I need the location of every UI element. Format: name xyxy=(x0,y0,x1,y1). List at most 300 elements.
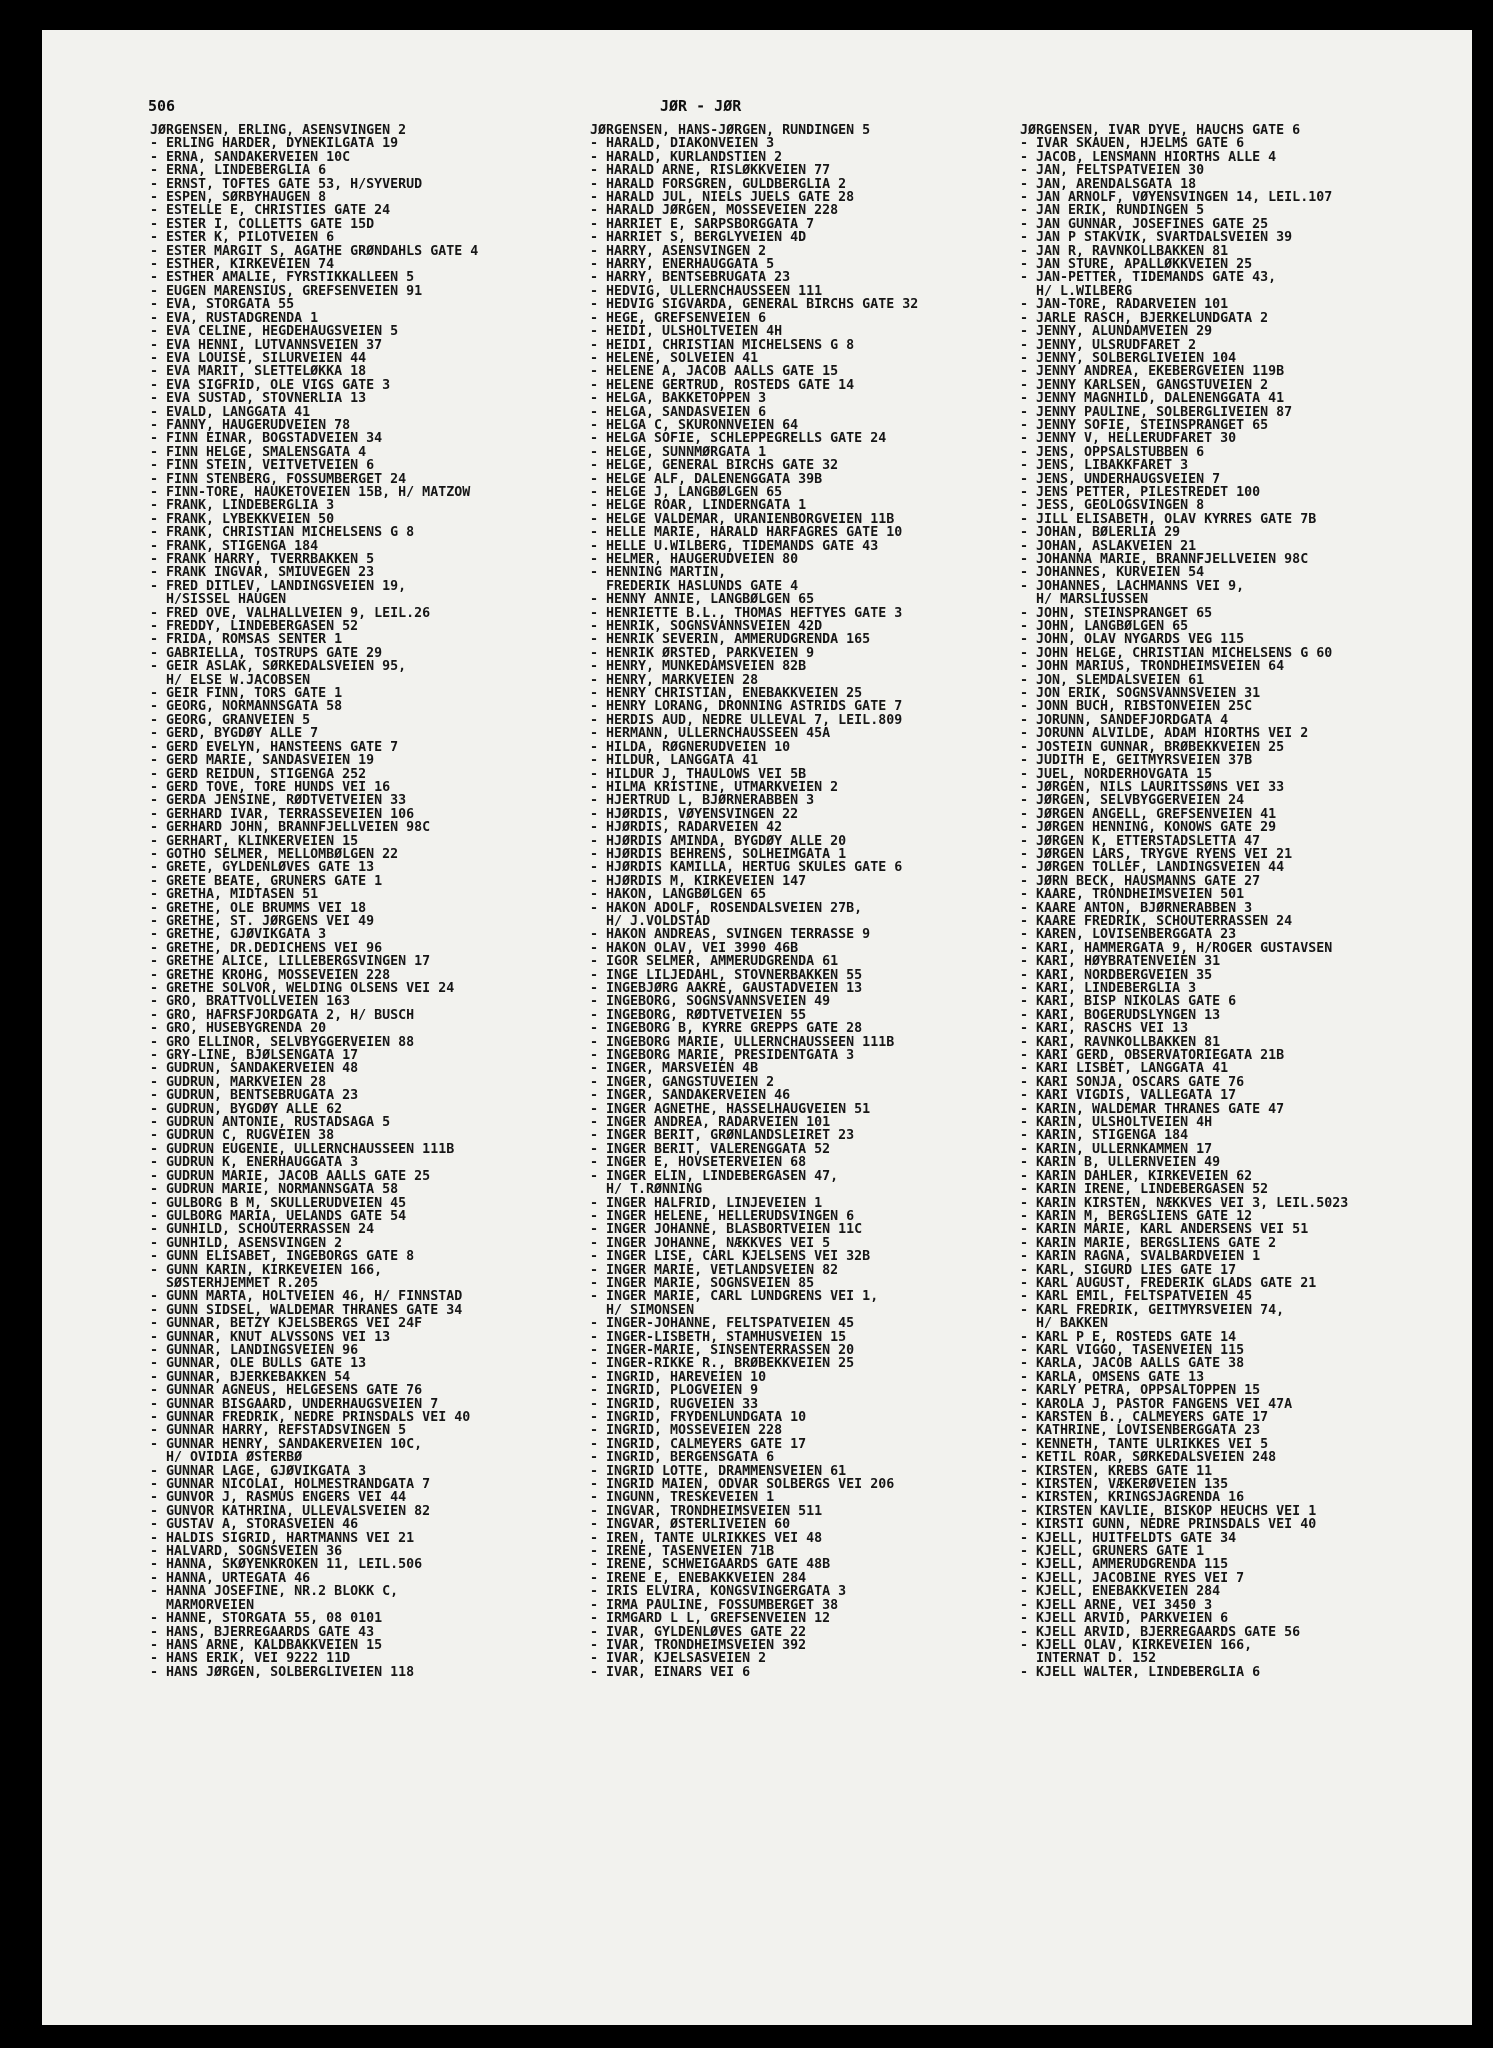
directory-entry: - INGER E, HOVSETERVEIEN 68 xyxy=(590,1156,807,1170)
directory-entry: - KAARE ANTON, BJØRNERABBEN 3 xyxy=(1020,901,1253,915)
directory-entry: - JOHN, STEINSPRANGET 65 xyxy=(1020,606,1213,621)
page-number: 506 xyxy=(148,97,176,115)
directory-entry: - GUNNAR, OLE BULLS GATE 13 xyxy=(150,1357,367,1371)
directory-entry: - KARL VIGGO, TÅSENVEIEN 115 xyxy=(1020,1343,1245,1358)
directory-entry: - INGER-RIKKE R., BRØBEKKVEIEN 25 xyxy=(590,1357,855,1371)
directory-entry: - JENS, LIBAKKFARET 3 xyxy=(1020,459,1189,473)
directory-entry: - GUNNAR AGNEUS, HELGESENS GATE 76 xyxy=(150,1384,423,1398)
directory-entry: - JENNY KARLSEN, GANGSTUVEIEN 2 xyxy=(1020,378,1269,393)
directory-entry: - ESTHER AMALIE, FYRSTIKKALLEEN 5 xyxy=(150,271,415,285)
directory-entry: - HÅKON, LANGBØLGEN 65 xyxy=(590,888,767,902)
directory-entry: - KJELL, JACOBINE RYES VEI 7 xyxy=(1020,1571,1245,1586)
directory-entry: - EVA MARIT, SLETTELØKKA 18 xyxy=(150,365,367,379)
directory-entry: - KIRSTEN KAVLIE, BISKOP HEUCHS VEI 1 xyxy=(1020,1504,1317,1519)
directory-entry: - GRETHE ALICE, LILLEBERGSVINGEN 17 xyxy=(150,955,431,969)
directory-entry: - HELENE, SOLVEIEN 41 xyxy=(590,351,759,366)
directory-entry: - KJELL ARNE, VEI 3450 3 xyxy=(1020,1598,1213,1613)
directory-entry: - INGRID, PLOGVEIEN 9 xyxy=(590,1384,759,1398)
directory-entry: - JESS, GEOLOGSVINGEN 8 xyxy=(1020,499,1205,513)
directory-entry: - FINN STENBERG, FOSSUMBERGET 24 xyxy=(150,472,407,486)
directory-entry: - HELMER, HAUGERUDVEIEN 80 xyxy=(590,553,799,567)
directory-entry: - HEGE, GREFSENVEIEN 6 xyxy=(590,311,767,326)
directory-entry: - GUNNAR, LANDINGSVEIEN 96 xyxy=(150,1343,359,1358)
directory-entry: - INGUNN, TRESKEVEIEN 1 xyxy=(590,1491,775,1505)
directory-entry: - EVA, RUSTADGRENDA 1 xyxy=(150,311,319,326)
directory-entry: - HARRY, BENTSEBRUGATA 23 xyxy=(590,271,791,285)
directory-entry: - HELLE MARIE, HARALD HÅRFAGRES GATE 10 xyxy=(590,526,903,540)
directory-entry: - HELGE, GENERAL BIRCHS GATE 32 xyxy=(590,459,839,473)
directory-entry: - KIRSTI GUNN, NEDRE PRINSDALS VEI 40 xyxy=(1020,1518,1317,1532)
directory-entry: - IRENE, SCHWEIGAARDS GATE 48B xyxy=(590,1558,831,1572)
directory-entry: - JILL ELISABETH, OLAV KYRRES GATE 7B xyxy=(1020,512,1317,527)
directory-entry: - KARL AUGUST, FREDERIK GLADS GATE 21 xyxy=(1020,1276,1317,1291)
directory-entry: - GERD EVELYN, HANSTEENS GATE 7 xyxy=(150,740,399,755)
directory-entry: - IVAR, EINARS VEI 6 xyxy=(590,1665,751,1680)
directory-entry: - JON ERIK, SOGNSVANNSVEIEN 31 xyxy=(1020,687,1261,701)
directory-entry: - EVA CELINE, HEGDEHAUGSVEIEN 5 xyxy=(150,325,399,339)
directory-entry: - GRETHE SOLVOR, WELDING OLSENS VEI 24 xyxy=(150,982,455,996)
directory-entry: - HARALD ARNE, RISLØKKVEIEN 77 xyxy=(590,164,831,178)
directory-entry: - JØRGEN, SELVBYGGERVEIEN 24 xyxy=(1020,794,1245,808)
directory-entry: - IRENE, TÅSENVEIEN 71B xyxy=(590,1545,775,1559)
directory-entry: - HELGA C, SKURONNVEIEN 64 xyxy=(590,418,799,433)
directory-entry: - INGER HALFRID, LINJEVEIEN 1 xyxy=(590,1196,823,1210)
directory-entry: - HELENE GERTRUD, ROSTEDS GATE 14 xyxy=(590,378,855,393)
directory-entry: - GUNNAR, BJERKEBAKKEN 54 xyxy=(150,1370,351,1385)
directory-entry: - JAN P STAKVIK, SVARTDALSVEIEN 39 xyxy=(1020,231,1293,245)
directory-entry: - HILMA KRISTINE, UTMARKVEIEN 2 xyxy=(590,780,839,795)
directory-entry: - KARIN M, BERGSLIENS GATE 12 xyxy=(1020,1209,1253,1224)
directory-entry: - INGER MARIE, VETLANDSVEIEN 82 xyxy=(590,1263,839,1277)
directory-entry: - GEORG, NORMANNSGATA 58 xyxy=(150,700,343,714)
directory-entry: - KARSTEN B., CALMEYERS GATE 17 xyxy=(1020,1411,1269,1425)
directory-entry: - GRO, BRATTVOLLVEIEN 163 xyxy=(150,995,351,1009)
directory-entry: - JOHN, OLAV NYGARDS VEG 115 xyxy=(1020,633,1245,647)
directory-entry: - JOHANNA MARIE, BRANNFJELLVEIEN 98C xyxy=(1020,553,1309,567)
directory-entry: - KARIN IRENE, LINDEBERGÅSEN 52 xyxy=(1020,1183,1269,1197)
directory-entry: H/ SIMONSEN xyxy=(590,1303,695,1318)
directory-entry: - GERHARD IVAR, TERRASSEVEIEN 106 xyxy=(150,807,415,822)
directory-entry: - GUDRUN C, RUGVEIEN 38 xyxy=(150,1129,335,1143)
directory-entry: - HEIDI, ULSHOLTVEIEN 4H xyxy=(590,325,783,339)
directory-entry: - HARRIET S, BERGLYVEIEN 4D xyxy=(590,231,807,245)
directory-entry: H/ OVIDIA ØSTERBØ xyxy=(150,1451,303,1465)
directory-entry: - HARRIET E, SARPSBORGGATA 7 xyxy=(590,217,815,232)
directory-entry: - FINN STEIN, VEITVETVEIEN 6 xyxy=(150,459,375,473)
directory-entry: - IVAR, KJELSÅSVEIEN 2 xyxy=(590,1652,767,1666)
directory-entry: - INGE LILJEDAHL, STOVNERBAKKEN 55 xyxy=(590,968,863,982)
directory-entry: - KJELL, GRÜNERS GATE 1 xyxy=(1020,1545,1205,1559)
directory-entry: - GULBORG MARIA, UELANDS GATE 54 xyxy=(150,1209,407,1224)
directory-entry: - INGER JOHANNE, BLÅSBORTVEIEN 11C xyxy=(590,1223,863,1237)
directory-entry: JØRGENSEN, IVAR DYVE, HAUCHS GATE 6 xyxy=(1020,124,1301,138)
directory-entry: - GUNHILD, SCHOUTERRASSEN 24 xyxy=(150,1223,375,1237)
directory-entry: - GUNN MARTA, HOLTVEIEN 46, H/ FINNSTAD xyxy=(150,1290,463,1304)
directory-entry: - HELENE A, JACOB AALLS GATE 15 xyxy=(590,365,839,379)
directory-entry: - INGRID LOTTE, DRAMMENSVEIEN 61 xyxy=(590,1464,847,1479)
directory-entry: - HANNA JOSEFINE, NR.2 BLOKK C, xyxy=(150,1585,399,1599)
directory-entry: - JARLE RASCH, BJERKELUNDGATA 2 xyxy=(1020,311,1269,326)
directory-entry: - JENS, OPPSALSTUBBEN 6 xyxy=(1020,445,1205,460)
directory-entry: - IRIS ELVIRA, KONGSVINGERGATA 3 xyxy=(590,1585,847,1599)
directory-entry: - HELLE U.WILBERG, TIDEMANDS GATE 43 xyxy=(590,539,879,553)
directory-entry: - GUDRUN, BENTSEBRUGATA 23 xyxy=(150,1089,359,1103)
directory-entry: - HENRY LORANG, DRONNING ASTRIDS GATE 7 xyxy=(590,700,903,714)
directory-entry: - GRETHE, DR.DEDICHENS VEI 96 xyxy=(150,941,383,956)
directory-entry: - JOHAN, BØLERLIA 29 xyxy=(1020,526,1181,540)
directory-entry: - KARI, RASCHS VEI 13 xyxy=(1020,1022,1189,1036)
directory-entry: - HALDIS SIGRID, HARTMANNS VEI 21 xyxy=(150,1531,415,1546)
directory-entry: - GERD REIDUN, STIGENGA 252 xyxy=(150,767,367,781)
directory-entry: - FRANK, STIGENGA 184 xyxy=(150,539,319,553)
directory-entry: H/SISSEL HAUGEN xyxy=(150,593,287,607)
directory-entry: - HJØRDIS, VØYENSVINGEN 22 xyxy=(590,807,799,822)
directory-entry: - JOHN, LANGBØLGEN 65 xyxy=(1020,620,1189,634)
directory-entry: - IVAR, TRONDHEIMSVEIEN 392 xyxy=(590,1638,807,1653)
directory-entry: - GUNNAR HENRY, SANDAKERVEIEN 10C, xyxy=(150,1437,423,1452)
directory-entry: - FINN HELGE, SMÅLENSGATA 4 xyxy=(150,445,367,460)
directory-entry: - KENNETH, TANTE ULRIKKES VEI 5 xyxy=(1020,1437,1269,1452)
directory-entry: - GRO, HUSEBYGRENDA 20 xyxy=(150,1022,327,1036)
directory-entry: - GUNNAR NICOLAI, HOLMESTRANDGATA 7 xyxy=(150,1478,431,1492)
directory-entry: - HÅKON OLAV, VEI 3990 46B xyxy=(590,941,799,956)
directory-entry: - ESPEN, SØRBYHAUGEN 8 xyxy=(150,191,327,205)
directory-entry: - GUNNAR LAGE, GJØVIKGATA 3 xyxy=(150,1464,367,1479)
directory-entry: - EVA, STORGATA 55 xyxy=(150,298,295,312)
directory-entry: - HARALD JØRGEN, MOSSEVEIEN 228 xyxy=(590,204,839,218)
directory-entry: - INGER-MARIE, SINSENTERRASSEN 20 xyxy=(590,1343,855,1358)
directory-entry: - INGER, SANDAKERVEIEN 46 xyxy=(590,1089,791,1103)
directory-entry: - KARI SONJA, OSCARS GATE 76 xyxy=(1020,1075,1245,1090)
directory-entry: - JENNY PAULINE, SOLBERGLIVEIEN 87 xyxy=(1020,405,1293,419)
directory-entry: - HELGE, SUNNMØRGATA 1 xyxy=(590,445,767,460)
directory-entry: - JØRN BECK, HAUSMANNS GATE 27 xyxy=(1020,874,1261,889)
directory-entry: - GRO ELLINOR, SELVBYGGERVEIEN 88 xyxy=(150,1035,415,1050)
directory-entry: - HERMANN, ULLERNCHAUSSEEN 45A xyxy=(590,727,831,741)
directory-entry: - ERNA, LINDEBERGLIA 6 xyxy=(150,164,327,178)
directory-entry: - GRY-LINE, BJØLSENGATA 17 xyxy=(150,1049,359,1063)
directory-entry: - FINN-TORE, HAUKETOVEIEN 15B, H/ MATZOW xyxy=(150,485,471,500)
directory-entry: - GUNNAR HARRY, REFSTADSVINGEN 5 xyxy=(150,1424,407,1438)
directory-entry: - KARIN KIRSTEN, NÆKKVES VEI 3, LEIL.5023 xyxy=(1020,1196,1349,1210)
directory-entry: - FRANK, LYBEKKVEIEN 50 xyxy=(150,512,335,527)
directory-entry: - GRETE, GYLDENLØVES GATE 13 xyxy=(150,861,375,875)
directory-entry: - EVA LOUISE, SILURVEIEN 44 xyxy=(150,351,367,366)
directory-entry: - HARRY, ENERHAUGGATA 5 xyxy=(590,258,775,272)
directory-entry: - JENNY, ULSRUDFARET 2 xyxy=(1020,338,1197,352)
directory-entry: - KIRSTEN, KREBS GATE 11 xyxy=(1020,1464,1213,1479)
directory-entry: - HELGA, SANDÅSVEIEN 6 xyxy=(590,405,767,419)
directory-entry: - FRANK, LINDEBERGLIA 3 xyxy=(150,499,335,513)
directory-entry: - HENRY CHRISTIAN, ENEBAKKVEIEN 25 xyxy=(590,687,863,701)
directory-entry: - GRETHA, MIDTÅSEN 51 xyxy=(150,888,319,902)
directory-entry: - KJELL WALTER, LINDEBERGLIA 6 xyxy=(1020,1665,1261,1680)
directory-entry: SØSTERHJEMMET R.205 xyxy=(150,1276,319,1291)
directory-entry: - HENRIK ØRSTED, PARKVEIEN 9 xyxy=(590,646,815,661)
directory-entry: - KAARE FREDRIK, SCHOUTERRASSEN 24 xyxy=(1020,914,1293,929)
directory-entry: - KARI, RAVNKOLLBAKKEN 81 xyxy=(1020,1035,1221,1050)
directory-entry: - ESTER K, PILOTVEIEN 6 xyxy=(150,231,335,245)
directory-entry: - INGRID, HAREVEIEN 10 xyxy=(590,1370,767,1385)
directory-entry: - KARIN B, ULLERNVEIEN 49 xyxy=(1020,1156,1221,1170)
directory-entry: - GERHART, KLINKERVEIEN 15 xyxy=(150,834,359,848)
directory-entry: - HENRIK, SOGNSVANNSVEIEN 42D xyxy=(590,620,823,634)
directory-entry: JØRGENSEN, ERLING, ÅSENSVINGEN 2 xyxy=(150,124,407,138)
directory-entry: H/ BAKKEN xyxy=(1020,1317,1109,1331)
directory-entry: - JORUNN, SANDEFJORDGATA 4 xyxy=(1020,713,1229,728)
directory-entry: - GUDRUN ANTONIE, RUSTADSAGA 5 xyxy=(150,1116,391,1130)
directory-entry: - HJØRDIS, RADARVEIEN 42 xyxy=(590,821,783,835)
directory-entry: - KJELL ARVID, BJERREGAARDS GATE 56 xyxy=(1020,1625,1301,1639)
listing-column-1 xyxy=(150,124,590,1679)
directory-entry: - JOHN MARIUS, TRONDHEIMSVEIEN 64 xyxy=(1020,660,1285,674)
directory-entry: - INGEBORG B, KYRRE GREPPS GATE 28 xyxy=(590,1022,863,1036)
directory-entry: - KJELL, AMMERUDGRENDA 115 xyxy=(1020,1558,1229,1572)
directory-entry: - KARIN DAHLER, KIRKEVEIEN 62 xyxy=(1020,1169,1253,1184)
directory-entry: - KJELL, ENEBAKKVEIEN 284 xyxy=(1020,1585,1221,1599)
directory-entry: - JØRGEN, NILS LAURITSSØNS VEI 33 xyxy=(1020,780,1285,795)
directory-entry: - IVAR, GYLDENLØVES GATE 22 xyxy=(590,1625,807,1639)
directory-entry: - INGRID, BERGENSGATA 6 xyxy=(590,1451,775,1465)
directory-entry: - GUNN ELISABET, INGEBORGS GATE 8 xyxy=(150,1250,415,1264)
listing-column-3 xyxy=(1020,124,1460,1679)
directory-entry: - GUSTAV A, STORÅSVEIEN 46 xyxy=(150,1518,359,1532)
directory-entry: H/ T.RØNNING xyxy=(590,1183,703,1197)
directory-entry: - KARLY PETRA, OPPSALTOPPEN 15 xyxy=(1020,1384,1261,1398)
directory-entry: - HJØRDIS BEHRENS, SOLHEIMGATA 1 xyxy=(590,847,847,862)
directory-entry: - FANNY, HAUGERUDVEIEN 78 xyxy=(150,418,351,433)
directory-entry: - INGVAR, TRONDHEIMSVEIEN 511 xyxy=(590,1504,823,1519)
directory-entry: - IRENE E, ENEBAKKVEIEN 284 xyxy=(590,1571,807,1586)
directory-entry: - JAN STURE, APALLØKKVEIEN 25 xyxy=(1020,258,1253,272)
directory-entry: - EUGEN MARENSIUS, GREFSENVEIEN 91 xyxy=(150,284,423,299)
directory-entry: - KARLA, OMSENS GATE 13 xyxy=(1020,1370,1205,1385)
directory-entry: - HANNE, STORGATA 55, 08 0101 xyxy=(150,1612,383,1626)
directory-entry: - JORUNN ALVILDE, ADAM HIORTHS VEI 2 xyxy=(1020,727,1309,741)
directory-entry: - INGER, GANGSTUVEIEN 2 xyxy=(590,1075,775,1090)
directory-entry: - INGRID, RUGVEIEN 33 xyxy=(590,1397,759,1411)
directory-entry: - JØRGEN ANGELL, GREFSENVEIEN 41 xyxy=(1020,807,1277,822)
listing-column-2 xyxy=(590,124,1030,1679)
directory-entry: - KARL P E, ROSTEDS GATE 14 xyxy=(1020,1330,1237,1344)
directory-entry: - GRETE BEATE, GRÜNERS GATE 1 xyxy=(150,874,383,889)
directory-entry: - INGEBORG MARIE, PRESIDENTGATA 3 xyxy=(590,1049,855,1063)
directory-entry: - HARALD, DIAKONVEIEN 3 xyxy=(590,137,775,151)
directory-entry: - GOTHO SELMER, MELLOMBØLGEN 22 xyxy=(150,847,399,862)
directory-entry: - KARI, LINDEBERGLIA 3 xyxy=(1020,982,1197,996)
directory-entry: - KARIN MARIE, KARL ANDERSENS VEI 51 xyxy=(1020,1223,1309,1237)
directory-entry: - INGEBORG, SOGNSVANNSVEIEN 49 xyxy=(590,995,831,1009)
directory-entry: - JØRGEN LARS, TRYGVE RYENS VEI 21 xyxy=(1020,847,1293,862)
directory-entry: H/ J.VOLDSTAD xyxy=(590,914,711,929)
directory-entry: - GUNN KARIN, KIRKEVEIEN 166, xyxy=(150,1263,383,1277)
directory-entry: - GUDRUN MARIE, JACOB AALLS GATE 25 xyxy=(150,1169,431,1184)
directory-entry: - FRED OVE, VALHALLVEIEN 9, LEIL.26 xyxy=(150,606,431,621)
directory-entry: - KETIL ROAR, SØRKEDALSVEIEN 248 xyxy=(1020,1451,1277,1465)
directory-entry: - HEIDI, CHRISTIAN MICHELSENS G 8 xyxy=(590,338,855,352)
directory-entry: - INGRID MAIEN, ODVAR SOLBERGS VEI 206 xyxy=(590,1478,895,1492)
directory-entry: - FINN EINAR, BOGSTADVEIEN 34 xyxy=(150,432,383,446)
directory-entry: - KARI, NORDBERGVEIEN 35 xyxy=(1020,968,1213,982)
directory-entry: H/ L.WILBERG xyxy=(1020,284,1133,299)
directory-entry: - KARI GERD, OBSERVATORIEGATA 21B xyxy=(1020,1049,1285,1063)
directory-entry: - GRETHE, ST. JØRGENS VEI 49 xyxy=(150,914,375,929)
directory-entry: - JAN, FELTSPATVEIEN 30 xyxy=(1020,164,1205,178)
directory-entry: - ESTER MARGIT S, AGATHE GRØNDAHLS GATE 4 xyxy=(150,244,479,259)
directory-entry: - ESTELLE E, CHRISTIES GATE 24 xyxy=(150,204,391,218)
directory-entry: - INGEBORG, RØDTVETVEIEN 55 xyxy=(590,1008,807,1023)
directory-entry: - GUNVOR J, RASMUS ENGERS VEI 44 xyxy=(150,1491,407,1505)
directory-entry: - KARI, HØYBRÅTENVEIEN 31 xyxy=(1020,955,1221,969)
directory-entry: - FRANK HARRY, TVERRBAKKEN 5 xyxy=(150,553,375,567)
directory-entry: - KAREN, LOVISENBERGGATA 23 xyxy=(1020,928,1237,942)
directory-entry: - HELGE J, LANGBØLGEN 65 xyxy=(590,485,783,500)
directory-entry: - GRETHE, GJØVIKGATA 3 xyxy=(150,928,327,942)
directory-entry: - INGRID, MOSSEVEIEN 228 xyxy=(590,1424,783,1438)
directory-entry: - INGER-LISBETH, STAMHUSVEIEN 15 xyxy=(590,1330,847,1344)
directory-entry: - JØRGEN TOLLEF, LANDINGSVEIEN 44 xyxy=(1020,861,1285,875)
directory-entry: - INGER BERIT, GRØNLANDSLEIRET 23 xyxy=(590,1129,855,1143)
directory-entry: - HJERTRUD L, BJØRNERABBEN 3 xyxy=(590,794,815,808)
directory-entry: - JENNY MAGNHILD, DALENENGGATA 41 xyxy=(1020,392,1285,406)
directory-entry: - GUNHILD, ÅSENSVINGEN 2 xyxy=(150,1236,343,1251)
directory-entry: - INGER MARIE, CARL LUNDGRENS VEI 1, xyxy=(590,1290,879,1304)
directory-entry: - IVAR SKAUEN, HJELMS GATE 6 xyxy=(1020,137,1245,151)
directory-entry: - HANNA, SKØYENKROKEN 11, LEIL.506 xyxy=(150,1558,423,1572)
directory-entry: - GUDRUN K, ENERHAUGGATA 3 xyxy=(150,1156,359,1170)
directory-entry: - HEDVIG, ULLERNCHAUSSEEN 111 xyxy=(590,284,823,299)
directory-entry: - HENRIETTE B.L., THOMAS HEFTYES GATE 3 xyxy=(590,606,903,621)
directory-entry: - FREDDY, LINDEBERGÅSEN 52 xyxy=(150,620,359,634)
directory-entry: - HELGA SOFIE, SCHLEPPEGRELLS GATE 24 xyxy=(590,432,887,446)
directory-entry: - HILDUR J, THAULOWS VEI 5B xyxy=(590,767,807,781)
directory-entry: - HELGE ROAR, LINDERNGATA 1 xyxy=(590,499,807,513)
directory-entry: - GUNNAR FREDRIK, NEDRE PRINSDALS VEI 40 xyxy=(150,1411,471,1425)
directory-entry: - GUNN SIDSEL, WALDEMAR THRANES GATE 34 xyxy=(150,1303,463,1318)
directory-entry: - KJELL OLAV, KIRKEVEIEN 166, xyxy=(1020,1638,1253,1653)
directory-entry: - GUDRUN, SANDAKERVEIEN 48 xyxy=(150,1062,359,1076)
directory-entry: - KARL, SIGURD LIES GATE 17 xyxy=(1020,1263,1237,1277)
directory-entry: - JOSTEIN GUNNAR, BRØBEKKVEIEN 25 xyxy=(1020,740,1285,755)
directory-entry: - HELGE ALF, DALENENGGATA 39B xyxy=(590,472,823,486)
directory-entry: - KARIN, WALDEMAR THRANES GATE 47 xyxy=(1020,1102,1285,1117)
directory-entry: - HENRIK SEVERIN, AMMERUDGRENDA 165 xyxy=(590,633,871,647)
directory-entry: - INGER LISE, CARL KJELSENS VEI 32B xyxy=(590,1250,871,1264)
directory-entry: - GEORG, GRANVEIEN 5 xyxy=(150,713,311,728)
directory-entry: - JENS, UNDERHAUGSVEIEN 7 xyxy=(1020,472,1221,486)
directory-entry: - INGER-JOHANNE, FELTSPATVEIEN 45 xyxy=(590,1317,855,1331)
directory-entry: - HELGE VALDEMAR, URANIENBORGVEIEN 11B xyxy=(590,512,895,527)
directory-entry: - JOHANNES, KURVEIEN 54 xyxy=(1020,566,1205,580)
directory-entry: - HÅKON ADOLF, ROSENDALSVEIEN 27B, xyxy=(590,901,863,915)
directory-entry: - HILDA, RØGNERUDVEIEN 10 xyxy=(590,740,791,755)
directory-entry: - JAN GUNNAR, JOSEFINES GATE 25 xyxy=(1020,217,1269,232)
directory-entry: - ERLING HARDER, DYNEKILGATA 19 xyxy=(150,137,399,151)
directory-entry: - HENNY ANNIE, LANGBØLGEN 65 xyxy=(590,593,815,607)
directory-entry: - GERD MARIE, SANDÅSVEIEN 19 xyxy=(150,754,375,768)
directory-entry: - INGVAR, ØSTERLIVEIEN 60 xyxy=(590,1518,791,1532)
directory-entry: - KARIN RAGNA, SVALBARDVEIEN 1 xyxy=(1020,1250,1261,1264)
directory-entry: H/ MARSLIUSSEN xyxy=(1020,593,1149,607)
directory-entry: - KARI, BOGERUDSLYNGEN 13 xyxy=(1020,1008,1221,1023)
directory-entry: - KARLA, JACOB AALLS GATE 38 xyxy=(1020,1357,1245,1371)
directory-entry: - INGER MARIE, SOGNSVEIEN 85 xyxy=(590,1276,815,1291)
directory-entry: - JUEL, NORDERHOVGATA 15 xyxy=(1020,767,1213,781)
directory-entry: - JØRGEN HENNING, KONOWS GATE 29 xyxy=(1020,821,1277,835)
directory-entry: - HARRY, ÅSENSVINGEN 2 xyxy=(590,244,767,259)
directory-entry: - INGRID, FRYDENLUNDGATA 10 xyxy=(590,1411,807,1425)
directory-entry: - KATHRINE, LOVISENBERGGATA 23 xyxy=(1020,1424,1261,1438)
directory-entry: - JENNY SOFIE, STEINSPRANGET 65 xyxy=(1020,418,1269,433)
directory-entry: - JUDITH E, GEITMYRSVEIEN 37B xyxy=(1020,754,1253,768)
directory-entry: - INGER ELIN, LINDEBERGÅSEN 47, xyxy=(590,1169,839,1184)
directory-entry: - ESTHER, KIRKEVEIEN 74 xyxy=(150,258,335,272)
directory-entry: - GRETHE, OLE BRUMMS VEI 18 xyxy=(150,901,367,915)
directory-entry: - KIRSTEN, KRINGSJÅGRENDA 16 xyxy=(1020,1491,1245,1505)
directory-entry: - EVA SUSTAD, STOVNERLIA 13 xyxy=(150,392,367,406)
directory-entry: - INGER HELENE, HELLERUDSVINGEN 6 xyxy=(590,1209,855,1224)
directory-entry: - KARI, BISP NIKOLAS GATE 6 xyxy=(1020,995,1237,1009)
directory-entry: - GUDRUN, BYGDØY ALLE 62 xyxy=(150,1102,343,1117)
directory-entry: - GUDRUN, MARKVEIEN 28 xyxy=(150,1075,327,1090)
directory-entry: - KJELL ARVID, PARKVEIEN 6 xyxy=(1020,1612,1229,1626)
directory-entry: - ERNST, TOFTES GATE 53, H/SYVERUD xyxy=(150,177,423,192)
directory-entry: - HILDUR, LANGGATA 41 xyxy=(590,754,759,768)
directory-entry: - HEDVIG SIGVARDA, GENERAL BIRCHS GATE 32 xyxy=(590,298,919,312)
directory-entry: - JAN ARNOLF, VØYENSVINGEN 14, LEIL.107 xyxy=(1020,191,1333,205)
directory-entry: - EVA SIGFRID, OLE VIGS GATE 3 xyxy=(150,378,391,393)
directory-entry: - JAN R, RAVNKOLLBAKKEN 81 xyxy=(1020,244,1229,259)
directory-entry: - HENRY, MARKVEIEN 28 xyxy=(590,673,759,688)
directory-entry: - IREN, TANTE ULRIKKES VEI 48 xyxy=(590,1531,823,1546)
directory-entry: - HENNING MARTIN, xyxy=(590,566,727,580)
directory-entry: - KAROLA J, PASTOR FANGENS VEI 47A xyxy=(1020,1397,1293,1411)
directory-entry: - JAN, ARENDALSGATA 18 xyxy=(1020,177,1197,192)
directory-entry: - KARL FREDRIK, GEITMYRSVEIEN 74, xyxy=(1020,1303,1285,1318)
directory-entry: - IGOR SELMER, AMMERUDGRENDA 61 xyxy=(590,955,839,969)
directory-entry: FREDERIK HASLUNDS GATE 4 xyxy=(590,579,799,594)
directory-entry: JØRGENSEN, HANS-JØRGEN, RUNDINGEN 5 xyxy=(590,124,871,138)
directory-entry: - INGEBJØRG AAKRE, GAUSTADVEIEN 13 xyxy=(590,982,863,996)
directory-entry: - HENRY, MUNKEDAMSVEIEN 82B xyxy=(590,660,807,674)
directory-entry: - HANS JØRGEN, SOLBERGLIVEIEN 118 xyxy=(150,1665,415,1680)
directory-entry: - HANS, BJERREGAARDS GATE 43 xyxy=(150,1625,375,1639)
directory-entry: - GUDRUN MARIE, NORMANNSGATA 58 xyxy=(150,1183,399,1197)
directory-entry: - JENNY, ALUNDAMVEIEN 29 xyxy=(1020,325,1213,339)
directory-entry: - FRED DITLEV, LANDINGSVEIEN 19, xyxy=(150,579,407,594)
directory-entry: INTERNAT D. 152 xyxy=(1020,1652,1157,1666)
directory-entry: - KJELL, HUITFELDTS GATE 34 xyxy=(1020,1531,1237,1546)
directory-entry: - JØRGEN K, ETTERSTADSLETTA 47 xyxy=(1020,834,1261,848)
directory-entry: - GABRIELLA, TOSTRUPS GATE 29 xyxy=(150,646,383,661)
directory-entry: - JENNY V, HELLERUDFARET 30 xyxy=(1020,432,1237,446)
directory-entry: - JACOB, LENSMANN HIORTHS ALLE 4 xyxy=(1020,150,1277,165)
directory-entry: - INGRID, CALMEYERS GATE 17 xyxy=(590,1437,807,1452)
directory-entry: - INGER JOHANNE, NÆKKVES VEI 5 xyxy=(590,1236,831,1251)
directory-entry: - HÅKON ANDREAS, SVINGEN TERRASSE 9 xyxy=(590,928,871,942)
directory-entry: H/ ELSE W.JACOBSEN xyxy=(150,673,311,688)
directory-entry: - KIRSTEN, VÆKERØVEIEN 135 xyxy=(1020,1478,1229,1492)
directory-entry: - HARALD JUL, NIELS JUELS GATE 28 xyxy=(590,191,855,205)
directory-entry: - GERDA JENSINE, RØDTVETVEIEN 33 xyxy=(150,794,407,808)
directory-entry: - JON, SLEMDALSVEIEN 61 xyxy=(1020,673,1205,688)
directory-entry: - INGER BERIT, VÅLERENGGATA 52 xyxy=(590,1142,831,1157)
directory-entry: - JENS PETTER, PILESTREDET 100 xyxy=(1020,485,1261,500)
directory-entry: - EVA HENNI, LUTVANNSVEIEN 37 xyxy=(150,338,383,352)
directory-entry: - GUNNAR, KNUT ALVSSONS VEI 13 xyxy=(150,1330,391,1344)
directory-entry: - JOHAN, ASLAKVEIEN 21 xyxy=(1020,539,1197,553)
directory-entry: - GERD TOVE, TORE HUNDS VEI 16 xyxy=(150,780,391,795)
